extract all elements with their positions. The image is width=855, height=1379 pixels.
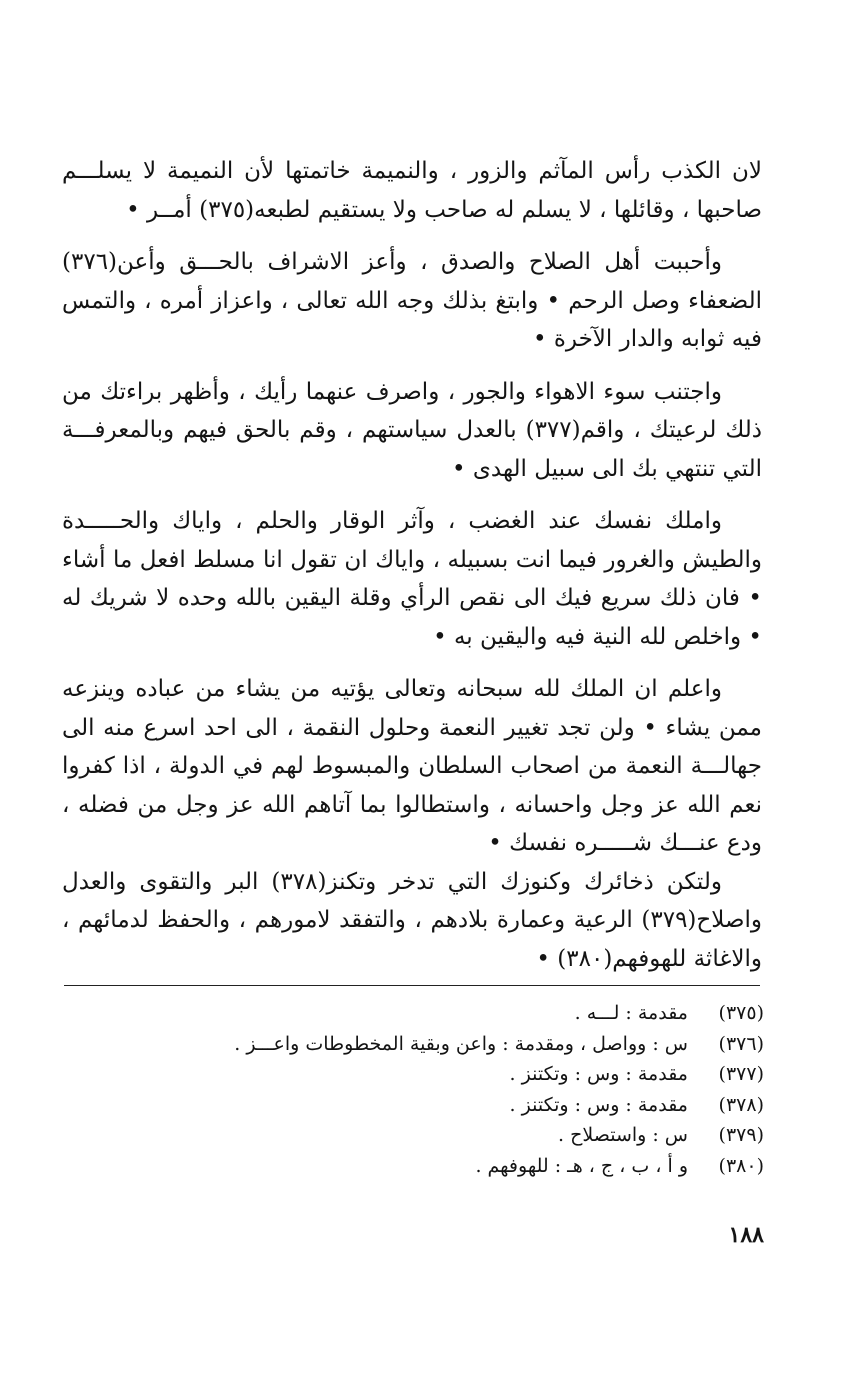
footnote-text: س : وواصل ، ومقدمة : واعن وبقية المخطوطات واعـــز . [234, 1032, 688, 1055]
footnote-number: (٣٨٠) [718, 1154, 764, 1177]
paragraph-1: لان الكذب رأس المآثم والزور ، والنميمة خاتمتها لأن النميمة لا يسلـــم صاحبها ، وقائلها ، لا يسلم له صاحب ولا يستقيم لطبعه(٣٧٥) أمــر • [62, 158, 762, 223]
page-number: ١٨٨ [728, 1222, 764, 1248]
footnote-377 [64, 1059, 764, 1090]
main-text [62, 152, 762, 978]
footnote-378 [64, 1090, 764, 1121]
footnotes [64, 998, 764, 1181]
footnote-text: س : واستصلاح . [558, 1124, 688, 1146]
paragraph-3: واجتنب سوء الاهواء والجور ، واصرف عنهما رأيك ، وأظهر براءتك من ذلك لرعيتك ، واقم(٣٧٧) بالعدل سياستهم ، وقم بالحق فيهم وبالمعرفـــة التي تنتهي بك الى سبيل الهدى • [62, 378, 763, 482]
footnote-text: مقدمة : لـــه . [574, 1002, 688, 1024]
footnote-380 [64, 1151, 764, 1182]
paragraph-5: واعلم ان الملك لله سبحانه وتعالى يؤتيه من يشاء من عباده وينزعه ممن يشاء • ولن تجد تغيير النعمة وحلول النقمة ، الى احد اسرع منه الى جهالـــة النعمة من اصحاب السلطان والمبسوط لهم في الدولة ، اذا كفروا نعم الله عز وجل واحسانه ، واستطالوا بما آتاهم الله عز وجل من فضله ، ودع عنـــك شـــــره نفسك • [62, 676, 762, 856]
footnote-number: (٣٧٨) [718, 1093, 764, 1116]
footnote-number: (٣٧٥) [718, 1002, 764, 1024]
footnote-number: (٣٧٦) [718, 1032, 764, 1055]
footnote-379 [64, 1120, 764, 1151]
paragraph-4: واملك نفسك عند الغضب ، وآثر الوقار والحلم ، واياك والحـــــدة والطيش والغرور فيما انت بسبيله ، واياك ان تقول انا مسلط افعل ما أشاء • فان ذلك سريع فيك الى نقص الرأي وقلة اليقين بالله وحده لا شريك له • واخلص لله النية فيه واليقين به • [62, 508, 762, 650]
footnote-divider [64, 985, 760, 986]
paragraph-6: ولتكن ذخائرك وكنوزك التي تدخر وتكنز(٣٧٨) البر والتقوى والعدل واصلاح(٣٧٩) الرعية وعمارة بلادهم ، والتفقد لامورهم ، والحفظ لدمائهم ، والاغاثة للهوفهم(٣٨٠) • [62, 868, 762, 972]
footnote-text: مقدمة : وس : وتكتنز . [509, 1063, 688, 1085]
paragraph-2: وأحببت أهل الصلاح والصدق ، وأعز الاشراف بالحـــق وأعن(٣٧٦) الضعفاء وصل الرحم • وابتغ بذلك وجه الله تعالى ، واعزاز أمره ، والتمس فيه ثوابه والدار الآخرة • [62, 249, 762, 352]
footnote-number: (٣٧٩) [718, 1124, 764, 1146]
footnote-375 [64, 998, 764, 1029]
footnote-text: و أ ، ب ، ج ، هـ : للهوفهم . [475, 1154, 688, 1177]
footnote-text: مقدمة : وس : وتكتنز . [509, 1093, 688, 1116]
footnote-number: (٣٧٧) [718, 1063, 764, 1085]
footnote-376 [64, 1029, 764, 1060]
